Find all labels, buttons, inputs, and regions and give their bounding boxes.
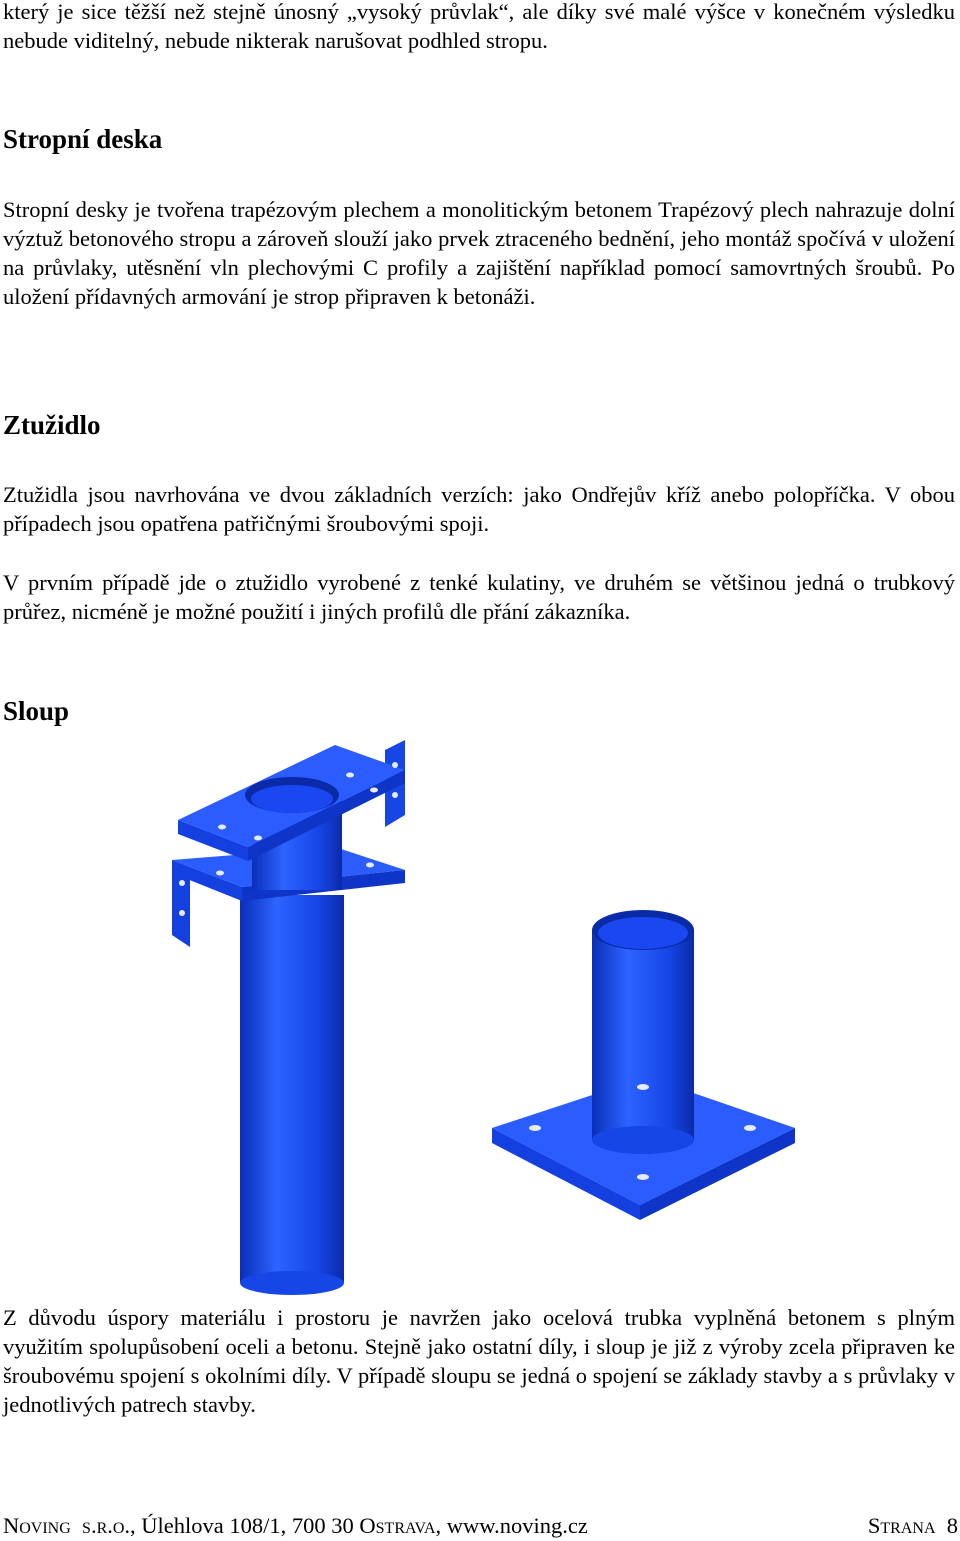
column-with-flanges (172, 740, 405, 1295)
heading-stropni-deska: Stropní deska (3, 124, 163, 154)
footer-page-number: 8 (946, 1513, 958, 1538)
column-illustration (160, 735, 810, 1300)
page-footer (3, 1511, 958, 1541)
intro-paragraph: který je sice těžší než stejně únosný „vysoký průvlak“, ale díky své malé výšce v konečném výsledku nebude viditelný, nebude nikterak narušovat podhled stropu. (3, 0, 955, 53)
footer-street: , Úlehlova 108/1, 700 30 (130, 1513, 354, 1538)
column-with-base-plate (492, 910, 795, 1220)
footer-page (868, 1511, 958, 1541)
footer-company: Noving (3, 1513, 71, 1538)
footer-web: , www.noving.cz (435, 1513, 588, 1538)
footer-city: Ostrava (359, 1513, 436, 1538)
paragraph-ztuzidlo-1: Ztužidla jsou navrhována ve dvou základních verzích: jako Ondřejův kříž anebo polopříčka. V obou případech jsou opatřena patřičnými šroubovými spoji. (3, 482, 955, 536)
heading-ztuzidlo: Ztužidlo (3, 410, 101, 440)
footer-company-suffix: s.r.o. (82, 1513, 131, 1538)
paragraph-ztuzidlo-2: V prvním případě jde o ztužidlo vyrobené z tenké kulatiny, ve druhém se většinou jedná o trubkový průřez, nicméně je možné použití i jiných profilů dle přání zákazníka. (3, 570, 955, 624)
heading-sloup: Sloup (3, 696, 70, 726)
footer-address (3, 1511, 588, 1541)
steel-columns-drawing (160, 735, 810, 1300)
paragraph-sloup: Z důvodu úspory materiálu i prostoru je navržen jako ocelová trubka vyplněná betonem s plným využitím spolupůsobení oceli a betonu. Stejně jako ostatní díly, i sloup je již z výroby zcela připraven ke šroubovému spojení s okolními díly. V případě sloupu se jedná o spojení se základy stavby a s průvlaky v jednotlivých patrech stavby. (3, 1305, 955, 1417)
footer-page-label: Strana (867, 1513, 936, 1538)
paragraph-stropni-deska: Stropní desky je tvořena trapézovým plechem a monolitickým betonem Trapézový plech nahrazuje dolní výztuž betonového stropu a zároveň slouží jako prvek ztraceného bednění, jeho montáž spočívá v uložení na průvlaky, utěsnění vln plechovými C profily a zajištění například pomocí samovrtných šroubů. Po uložení přídavných armování je strop připraven k betonáži. (3, 197, 955, 309)
